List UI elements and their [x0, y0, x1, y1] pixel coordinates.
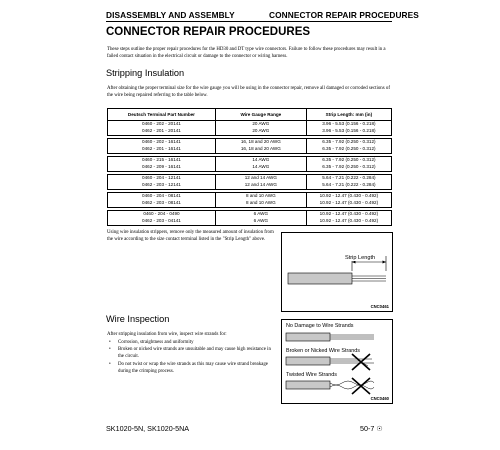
inspection-bullet: • Broken or nicked wire strands are unsuitable and may cause high resistance in the circuit.	[107, 346, 277, 360]
table-cell-line: 6 AWG	[253, 211, 269, 217]
strip-length-figure	[281, 232, 393, 312]
strip-length-cell	[306, 175, 391, 190]
strip-length-cell	[306, 193, 391, 208]
table-cell-line: 0460 - 202 - 16141	[142, 139, 181, 145]
table-cell-line: 0460 - 202 - 20141	[142, 121, 181, 126]
wire-gauge-cell	[215, 139, 306, 154]
table-cell-line: 3.96 - 5.53 (0.156 - 0.218)	[322, 127, 376, 133]
table-row	[108, 193, 392, 208]
table-cell-line: 0460 - 204 - 08141	[142, 193, 181, 199]
part-number-cell	[108, 211, 216, 226]
table-cell-line: 0460 - 215 - 16141	[142, 157, 181, 163]
wire-gauge-cell	[215, 193, 306, 208]
footer-model: SK1020-5N, SK1020-5NA	[106, 424, 190, 433]
table-cell-line: 6.35 - 7.92 (0.250 - 0.312)	[322, 145, 376, 151]
table-row	[108, 121, 392, 136]
wire-gauge-cell	[215, 211, 306, 226]
table-cell-line: 6.35 - 7.92 (0.250 - 0.312)	[322, 139, 376, 145]
part-number-cell	[108, 139, 216, 154]
footer-page-number: 50-7 ☉	[360, 424, 383, 433]
strip-length-cell	[306, 121, 391, 136]
strip-length-cell	[306, 157, 391, 172]
table-cell-line: 6.35 - 7.92 (0.250 - 0.312)	[322, 163, 376, 169]
strip-length-cell	[306, 139, 391, 154]
table-cell-line: 20 AWG	[252, 127, 270, 133]
table-cell-line: 6 AWG	[253, 218, 269, 224]
table-cell-line: 20 AWG	[252, 121, 270, 126]
section-heading-stripping: Stripping Insulation	[106, 68, 185, 78]
table-cell-line: 5.64 - 7.21 (0.222 - 0.284)	[322, 182, 376, 188]
part-number-cell	[108, 175, 216, 190]
table-cell-line: 0462 - 203 - 08141	[142, 200, 181, 206]
table-cell-line: 14 AWG	[252, 157, 270, 163]
header-right: CONNECTOR REPAIR PROCEDURES	[269, 10, 419, 20]
table-row	[108, 175, 392, 190]
section-heading-inspection: Wire Inspection	[106, 314, 170, 324]
wire-gauge-cell	[215, 121, 306, 136]
header-left: DISASSEMBLY AND ASSEMBLY	[106, 10, 235, 20]
table-cell-line: 6.35 - 7.92 (0.250 - 0.312)	[322, 157, 376, 163]
part-number-cell	[108, 157, 216, 172]
strip-instructions: Using wire insulation strippers, remove only the measured amount of insulation from the wire according to the size contact terminal listed in the "Strip Length" above.	[107, 230, 274, 243]
strip-length-label: Strip Length	[345, 255, 376, 261]
table-cell-line: 0462 - 209 - 16141	[142, 163, 181, 169]
strip-length-illustration	[282, 233, 392, 311]
table-cell-line: 14 AWG	[252, 163, 270, 169]
table-cell-line: 10.92 - 12.47 (0.430 - 0.492)	[319, 200, 379, 206]
table-header-wire-gauge: Wire Gauge Range	[215, 109, 306, 121]
table-cell-line: 0462 - 201 - 20141	[142, 127, 181, 133]
table-header-part-number: Deutsch Terminal Part Number	[108, 109, 216, 121]
table-cell-line: 0462 - 203 - 04141	[142, 218, 181, 224]
wire-gauge-cell	[215, 157, 306, 172]
no-damage-label: No Damage to Wire Strands	[286, 323, 354, 329]
part-number-cell	[108, 121, 216, 136]
wire-inspection-illustration	[282, 320, 392, 403]
terminal-strip-length-table	[107, 108, 392, 226]
inspection-bullet: • Corrosion, straightness and uniformity	[107, 339, 277, 346]
table-cell-line: 8 and 10 AWG	[245, 193, 276, 199]
table-cell-line: 5.64 - 7.21 (0.222 - 0.284)	[322, 175, 376, 181]
table-cell-line: 0460 - 204 - 12141	[142, 175, 181, 181]
table-header-strip-length: Strip Length: mm (in)	[306, 109, 391, 121]
table-cell-line: 10.92 - 12.47 (0.430 - 0.492)	[319, 193, 379, 199]
inspection-bullet-list	[107, 339, 277, 375]
page-title: CONNECTOR REPAIR PROCEDURES	[106, 26, 311, 38]
broken-strands-label: Broken or Nicked Wire Strands	[286, 348, 360, 354]
table-cell-line: 0462 - 201 - 16141	[142, 145, 181, 151]
table-cell-line: 16, 18 and 20 AWG	[240, 145, 281, 151]
intro-paragraph: These steps outline the proper repair procedures for the HD30 and DT type wire connectors. Failure to follow these procedures may result in a failed contact situation in the electrical circuit or damage to the connector or wiring harness.	[107, 47, 386, 60]
figure2-code: CNC0460	[370, 396, 389, 401]
table-cell-line: 12 and 14 AWG	[244, 182, 277, 188]
twisted-strands-label: Twisted Wire Strands	[286, 372, 337, 378]
table-cell-line: 8 and 10 AWG	[245, 200, 276, 206]
table-row	[108, 157, 392, 172]
strip-length-cell	[306, 211, 391, 226]
inspection-paragraph: After stripping insulation from wire, inspect wire strands for:	[107, 332, 227, 337]
table-cell-line: 0460 - 204 - 0490	[143, 211, 180, 217]
inspection-bullet: • Do not twist or wrap the wire strands as this may cause wire strand breakage during the crimping process.	[107, 361, 277, 375]
table-cell-line: 10.92 - 12.47 (0.430 - 0.492)	[319, 218, 379, 224]
table-cell-line: 0462 - 203 - 12141	[142, 182, 181, 188]
table-row	[108, 139, 392, 154]
table-cell-line: 10.92 - 12.47 (0.430 - 0.492)	[319, 211, 379, 217]
figure1-code: CNC0461	[370, 304, 389, 309]
table-cell-line: 16, 18 and 20 AWG	[240, 139, 281, 145]
wire-inspection-figure	[281, 319, 393, 404]
part-number-cell	[108, 193, 216, 208]
wire-gauge-cell	[215, 175, 306, 190]
table-row	[108, 211, 392, 226]
table-cell-line: 3.96 - 5.53 (0.156 - 0.218)	[322, 121, 376, 126]
stripping-paragraph: After obtaining the proper terminal size for the wire gauge you will be using in the connector repair, remove all damaged or corroded sections of the wire being repaired referring to the table below.	[107, 86, 390, 99]
header-divider	[106, 21, 392, 22]
table-cell-line: 12 and 14 AWG	[244, 175, 277, 181]
